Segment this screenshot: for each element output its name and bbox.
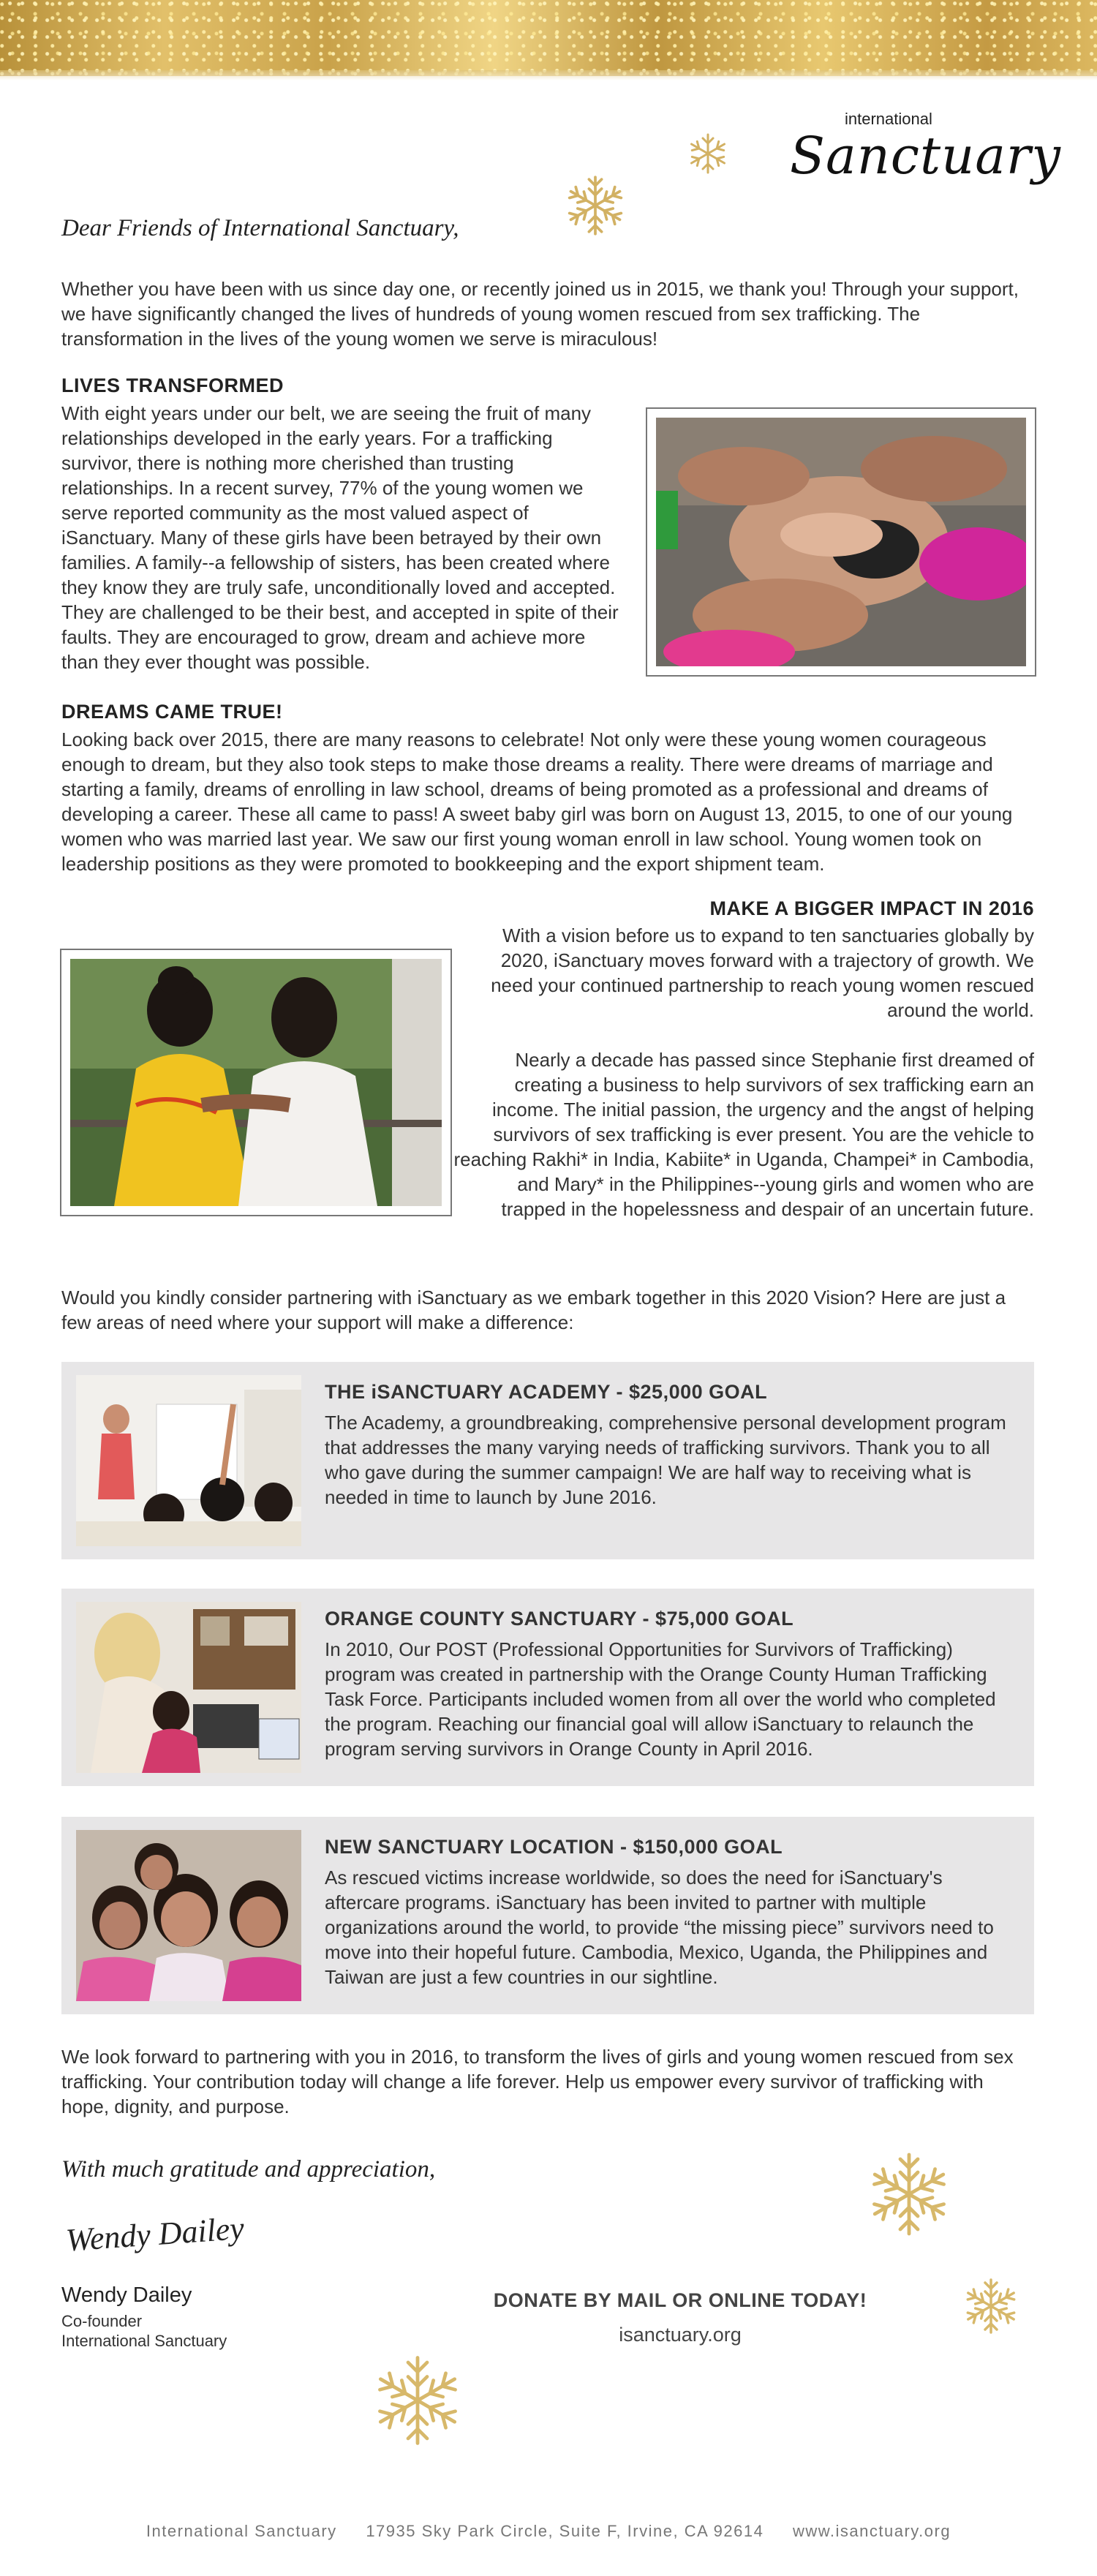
banner-fade [0,70,1097,80]
handwritten-signature: Wendy Dailey [64,2210,246,2259]
donate-url-link[interactable]: isanctuary.org [619,2324,742,2346]
snowflake-icon [686,132,730,176]
donate-cta: DONATE BY MAIL OR ONLINE TODAY! [493,2289,867,2311]
intro-paragraph: Whether you have been with us since day one, or recently joined us in 2015, we thank you! Through your support, we have significantly changed the lives of hundreds of young women rescued from sex trafficking. The transformation in the lives of the young women we serve is miraculous! [61,278,1019,350]
footer-address: 17935 Sky Park Circle, Suite F, Irvine, CA 92614 [366,2522,764,2540]
ask-paragraph: Would you kindly consider partnering with iSanctuary as we embark together in this 2020 Vision? Here are just a few areas of need where your support will make a difference: [61,1287,1006,1333]
footer [0,2522,1097,2541]
goal-title-orange-county: ORANGE COUNTY SANCTUARY - $75,000 GOAL [325,1608,794,1630]
office-photo [76,1602,301,1773]
goal-title-new-location: NEW SANCTUARY LOCATION - $150,000 GOAL [325,1836,783,1858]
signoff: With much gratitude and appreciation, [61,2156,436,2183]
section-heading-lives: LIVES TRANSFORMED [61,374,284,396]
girls-smiling-photo [76,1830,301,2001]
hands-together-photo [656,418,1026,666]
goal-text-new-location: As rescued victims increase worldwide, so does the need for iSanctuary's aftercare programs. iSanctuary has been invited to partner with multiple organizations around the world, to provide “the missing piece” survivors need to move into their hopeful future. Cambodia, Mexico, Uganda, the Philippines and Taiwan are just a few countries in our sightline. [325,1867,994,1988]
logo-script-text: Sanctuary [790,126,1061,186]
goal-box-new-location [61,1817,1034,2014]
goal-title-academy: THE iSANCTUARY ACADEMY - $25,000 GOAL [325,1381,768,1403]
section-heading-impact: MAKE A BIGGER IMPACT IN 2016 [709,897,1034,919]
gold-glitter-banner [0,0,1097,76]
goal-text-orange-county: In 2010, Our POST (Professional Opportunities for Survivors of Trafficking) program was created in partnership with the Orange County Human Trafficking Task Force. Participants included women from all over the world who completed the program. Reaching our financial goal will allow iSanctuary to relaunch the program serving survivors in Orange County in April 2016. [325,1638,996,1760]
closing-paragraph: We look forward to partnering with you in 2016, to transform the lives of girls and young women rescued from sex trafficking. Your contribution today will change a life forever. Help us empower every survivor of trafficking with hope, dignity, and purpose. [61,2046,1014,2117]
section-heading-dreams: DREAMS CAME TRUE! [61,701,283,723]
goal-box-academy [61,1362,1034,1559]
signer-org: International Sanctuary [61,2332,227,2350]
footer-org: International Sanctuary [146,2522,337,2540]
snowflake-icon [962,2277,1020,2335]
goal-text-academy: The Academy, a groundbreaking, comprehensive personal development program that addresses the many varying needs of trafficking survivors. Thank you to all who gave during the summer campaign! We are half way to receiving what is needed in time to launch by June 2016. [325,1412,1006,1508]
classroom-photo [76,1375,301,1546]
signer-name: Wendy Dailey [61,2283,192,2307]
snowflake-icon [865,2150,953,2238]
goal-box-orange-county [61,1589,1034,1786]
dreams-paragraph: Looking back over 2015, there are many reasons to celebrate! Not only were these young women courageous enough to dream, but they also took steps to make those dreams a reality. There were dreams of marriage and starting a family, dreams of enrolling in law school, dreams of being promoted as a professional and dreams of developing a career. These all came to pass! A sweet baby girl was born on August 13, 2015, to one of our young women who was married last year. We saw our first young woman enroll in law school. Young women took on leadership positions as they were promoted to bookkeeping and the export shipment team. [61,728,1013,875]
women-photo-frame [60,949,452,1216]
impact-paragraph-1: With a vision before us to expand to ten sanctuaries globally by 2020, iSanctuary moves forward with a trajectory of growth. We need your continued partnership to reach young women rescued around the world. [491,924,1034,1021]
footer-website-link[interactable]: www.isanctuary.org [792,2522,951,2540]
impact-paragraph-2: Nearly a decade has passed since Stephanie first dreamed of creating a business to help survivors of sex trafficking earn an income. The initial passion, the urgency and the angst of helping survivors of sex trafficking is ever present. You are the vehicle to reaching Rakhi* in India, Kabiite* in Uganda, Champei* in Cambodia, and Mary* in the Philippines--young girls and women who are trapped in the hopelessness and despair of an uncertain future. [453,1049,1034,1220]
salutation: Dear Friends of International Sanctuary, [61,215,459,241]
snowflake-icon [564,174,627,237]
lives-paragraph: With eight years under our belt, we are seeing the fruit of many relationships developed in the early years. For a trafficking survivor, there is nothing more cherished than trusting relationships. In a recent survey, 77% of the young women we serve reported community as the most valued aspect of iSanctuary. Many of these girls have been betrayed by their own families. A family--a fellowship of sisters, has been created where they know they are truly safe, unconditionally loved and accepted. They are challenged to be their best, and accepted in spite of their faults. They are encouraged to grow, dream and achieve more than they ever thought was possible. [61,402,619,673]
logo-small-text: international [845,110,932,128]
signer-role: Co-founder [61,2312,143,2330]
two-women-photo [70,959,442,1206]
brand-logo[interactable] [790,110,1061,197]
hands-photo-frame [646,407,1036,677]
snowflake-icon [370,2353,465,2448]
